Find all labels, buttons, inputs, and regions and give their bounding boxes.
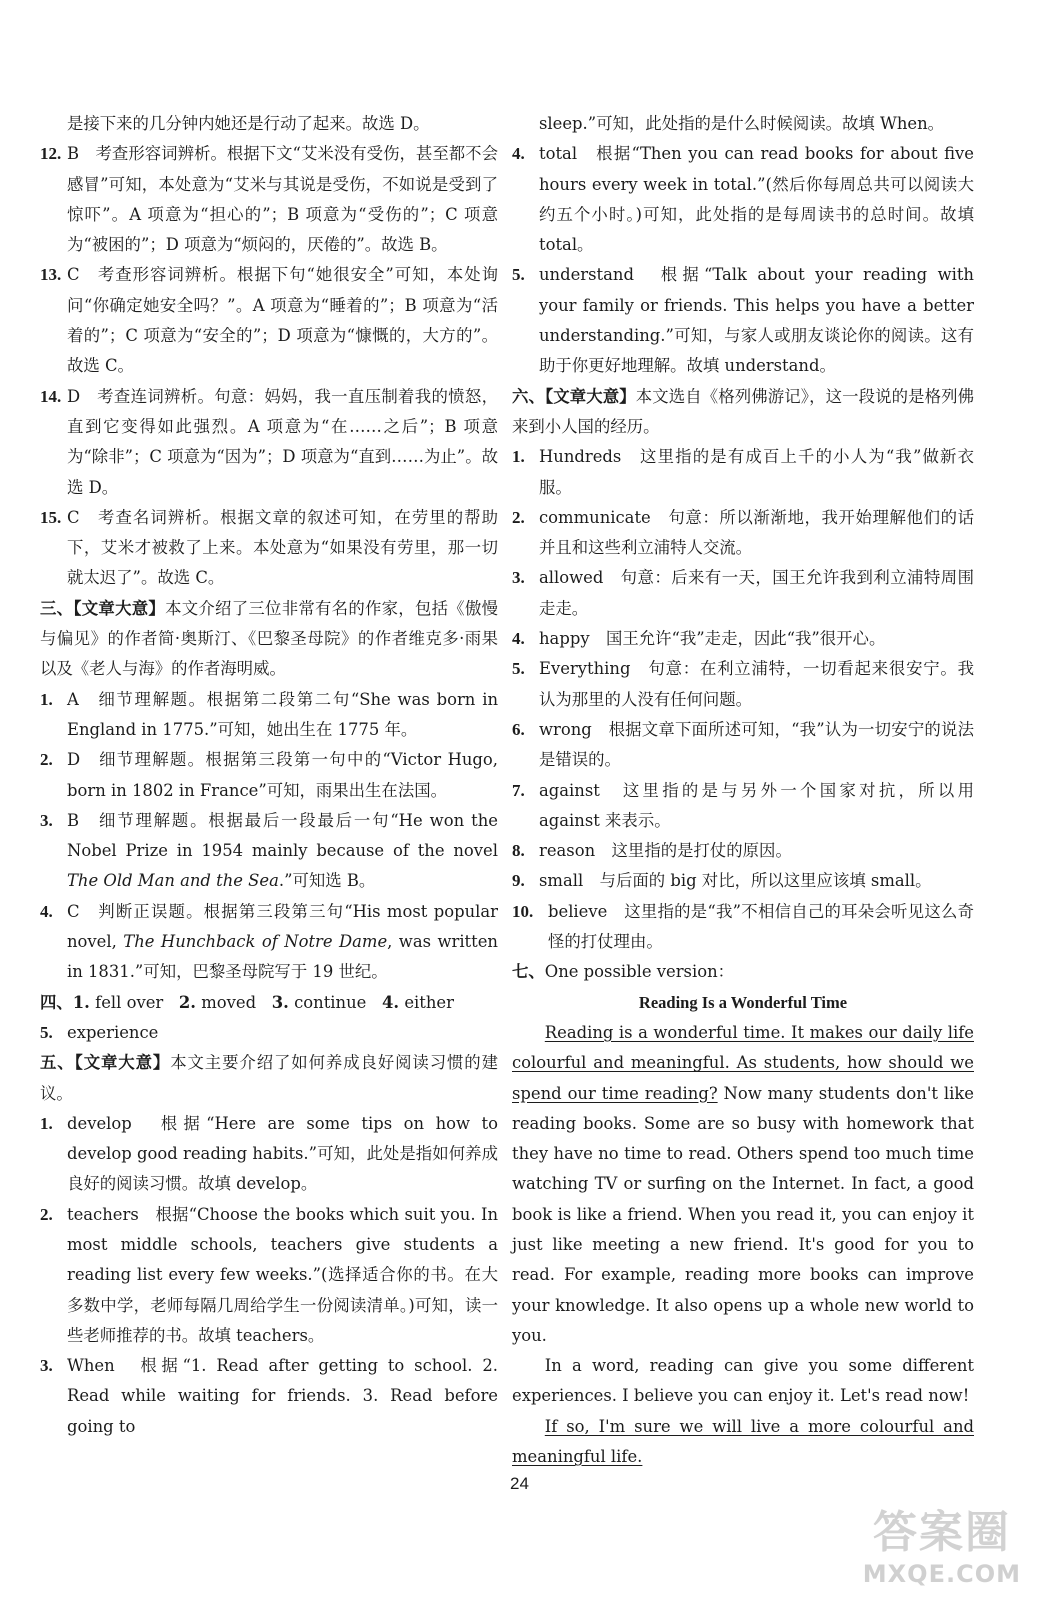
item-text: teachers 根据“Choose the books which suit you. In most middle schools, teachers give students a reading list every few weeks.”(选择适合你的书。在大多数中学，老师每隔几周给学生一份阅读清单。)可知，读一些老师推荐的书。故填 teachers。	[67, 1204, 498, 1345]
item-text: C 考查名词辨析。根据文章的叙述可知，在劳里的帮助下，艾米才被救了上来。本处意为“如果没有劳里，那一切就太迟了”。故选 C。	[67, 507, 498, 588]
item-number: 3.	[40, 1356, 53, 1376]
book-title: The Hunchback of Notre Dame	[123, 932, 388, 952]
answer-item-12	[40, 139, 498, 260]
section-4-answers	[40, 988, 498, 1018]
section-6-item-10	[512, 897, 974, 958]
answer-item-15	[40, 503, 498, 594]
item-text: C 判断正误题。根据第三段第三句“His most popular novel,	[67, 901, 498, 952]
item-text: total 根据“Then you can read books for about five hours every week in total.”(然后你每周总共可以阅读大约五个小时。)可知，此处指的是每周读书的总时间。故填 total。	[539, 144, 974, 255]
item-text: develop 根据“Here are some tips on how to develop good reading habits.”可知，此处是指如何养成良好的阅读习惯。故填 develop。	[67, 1113, 498, 1194]
essay-title: Reading Is a Wonderful Time	[638, 992, 848, 1012]
item-text: C 考查形容词辨析。根据下句“她很安全”可知，本处询问“你确定她安全吗？”。A 项意为“睡着的”；B 项意为“活着的”；C 项意为“安全的”；D 项意为“慷慨的，大方的”。故选 C。	[67, 265, 498, 376]
section-heading: 七、	[512, 962, 545, 982]
item-number: 5.	[40, 1022, 53, 1042]
essay-paragraph-3	[512, 1412, 974, 1473]
section-3-item-1	[40, 685, 498, 746]
answer-word: moved	[201, 992, 257, 1012]
item-number: 2.	[40, 750, 53, 770]
essay-paragraph-2: In a word, reading can give you some different experiences. I believe you can enjoy it. Let's read now!	[512, 1356, 974, 1406]
answer-number: 1.	[72, 992, 90, 1012]
item-text: B 考查形容词辨析。根据下文“艾米没有受伤，甚至都不会感冒”可知，本处意为“艾米与其说是受伤，不如说是受到了惊吓”。A 项意为“担心的”；B 项意为“受伤的”；C 项意为“被困的”；D 项意为“烦闷的，厌倦的”。故选 B。	[67, 144, 498, 255]
answer-item-14	[40, 382, 498, 503]
answer-number: 3.	[271, 992, 289, 1012]
section-text: 本文选自《格列佛游记》，这一段说的是格列佛来到小人国的经历。	[512, 386, 974, 436]
section-6-item-6	[512, 715, 974, 776]
section-heading: 四、	[40, 992, 73, 1012]
underlined-opening: Reading is a wonderful time. It makes our daily life colourful and meaningful. As students, how should we spend our time reading?	[512, 1022, 974, 1103]
essay-paragraph-1	[512, 1018, 974, 1351]
section-6-item-5	[512, 654, 974, 715]
section-heading: 五、【文章大意】	[40, 1053, 171, 1073]
item-number: 9.	[512, 871, 525, 891]
item-number: 13.	[40, 265, 62, 285]
answer-word: fell over	[95, 992, 164, 1012]
watermark-domain: MXQE.COM	[862, 1560, 1021, 1588]
continued-answer: 是接下来的几分钟内她还是行动了起来。故选 D。	[67, 114, 430, 133]
item-number: 3.	[40, 810, 53, 830]
item-number: 5.	[512, 265, 525, 285]
item-number: 1.	[40, 689, 53, 709]
item-number: 4.	[512, 629, 525, 649]
watermark	[819, 1494, 1029, 1594]
section-heading: 三、【文章大意】	[40, 598, 166, 618]
section-6-item-8	[512, 836, 974, 866]
section-5-item-5	[512, 260, 974, 381]
section-heading: 六、【文章大意】	[512, 386, 636, 406]
item-text: A 细节理解题。根据第二段第二句“She was born in England in 1775.”可知，她出生在 1775 年。	[67, 689, 498, 739]
answer-number: 2.	[178, 992, 197, 1012]
answer-word: experience	[67, 1022, 159, 1042]
watermark-logo: 答案圈	[873, 1507, 1011, 1558]
item-text: small 与后面的 big 对比，所以这里应该填 small。	[539, 871, 932, 891]
item-number: 3.	[512, 568, 525, 588]
left-column	[40, 109, 498, 1442]
item-text-end: , was written in 1831.”可知，巴黎圣母院写于 19 世纪。	[67, 932, 498, 982]
item-number: 1.	[40, 1113, 53, 1133]
essay-body-text: Now many students don't like reading books. Some are so busy with homework that they have no time to read. Others spend too much time watching TV or surfing on the Internet. In fact, a good book is like a friend. When you read it, you can enjoy it just like meeting a new friend. It's good for you to read. For example, reading more books can improve your knowledge. It also opens up a whole new world to you.	[512, 1083, 974, 1345]
section-6-item-2	[512, 503, 974, 564]
section-6-item-9	[512, 866, 974, 896]
item-number: 1.	[512, 447, 525, 467]
answer-word: continue	[294, 992, 367, 1012]
section-3-item-2	[40, 745, 498, 806]
item-number: 4.	[40, 901, 53, 921]
section-6-item-7	[512, 776, 974, 837]
continued-answer: sleep.”可知，此处指的是什么时候阅读。故填 When。	[539, 114, 945, 133]
item-number: 8.	[512, 841, 525, 861]
answer-item-13	[40, 260, 498, 381]
item-text: happy 国王允许“我”走走，因此“我”很开心。	[539, 629, 886, 649]
underlined-closing: If so, I'm sure we will live a more colourful and meaningful life.	[512, 1416, 974, 1467]
item-text: Hundreds 这里指的是有成百上千的小人为“我”做新衣服。	[539, 447, 974, 497]
section-text: One possible version：	[544, 962, 735, 982]
section-7-intro	[512, 957, 974, 987]
section-text: 本文主要介绍了如何养成良好阅读习惯的建议。	[40, 1053, 498, 1103]
item-number: 10.	[512, 901, 534, 921]
section-3-item-4	[40, 897, 498, 988]
item-number: 7.	[512, 780, 525, 800]
item-text: When 根据“1. Read after getting to school. 2. Read while waiting for friends. 3. Read before going to	[67, 1356, 498, 1436]
section-6-item-1	[512, 442, 974, 503]
item-number: 2.	[40, 1204, 53, 1224]
item-number: 14.	[40, 386, 62, 406]
right-column	[512, 109, 974, 1472]
item-number: 12.	[40, 144, 62, 164]
item-text: against 这里指的是与另外一个国家对抗，所以用 against 来表示。	[539, 780, 974, 830]
item-number: 5.	[512, 659, 525, 679]
book-title: The Old Man and the Sea	[67, 871, 279, 891]
item-number: 6.	[512, 719, 525, 739]
page-number: 24	[510, 1474, 529, 1493]
section-5-item-2	[40, 1200, 498, 1351]
section-3-item-3	[40, 806, 498, 897]
item-number: 4.	[512, 144, 525, 164]
item-text: communicate 句意：所以渐渐地，我开始理解他们的话并且和这些利立浦特人交流。	[539, 507, 974, 558]
section-5-item-1	[40, 1109, 498, 1200]
item-text: Everything 句意：在利立浦特，一切看起来很安宁。我认为那里的人没有任何问题。	[539, 659, 974, 709]
section-5-item-4	[512, 139, 974, 260]
section-3-summary	[40, 594, 498, 685]
answer-word: either	[404, 992, 454, 1012]
answer-number: 4.	[381, 992, 400, 1012]
section-5-summary	[40, 1048, 498, 1109]
item-text-end: .”可知选 B。	[278, 871, 376, 891]
section-text: 本文介绍了三位非常有名的作家，包括《傲慢与偏见》的作者简·奥斯汀、《巴黎圣母院》的作者维克多·雨果以及《老人与海》的作者海明威。	[40, 598, 498, 679]
section-5-item-3	[40, 1351, 498, 1442]
section-6-item-3	[512, 563, 974, 624]
item-number: 2.	[512, 507, 525, 527]
section-6-item-4	[512, 624, 974, 654]
section-4-item-5	[40, 1018, 498, 1048]
item-text: D 考查连词辨析。句意：妈妈，我一直压制着我的愤怒，直到它变得如此强烈。A 项意为“在……之后”；B 项意为“除非”；C 项意为“因为”；D 项意为“直到……为止”。故选 D。	[67, 386, 498, 497]
item-text: believe 这里指的是“我”不相信自己的耳朵会听见这么奇怪的打仗理由。	[548, 901, 974, 952]
section-6-summary	[512, 382, 974, 443]
item-text: wrong 根据文章下面所述可知，“我”认为一切安宁的说法是错误的。	[539, 719, 974, 770]
item-text: allowed 句意：后来有一天，国王允许我到利立浦特周围走走。	[539, 568, 974, 618]
item-text: understand 根据“Talk about your reading with your family or friends. This helps you have a better understanding.”可知，与家人或朋友谈论你的阅读。这有助于你更好地理解。故填 understand。	[539, 265, 974, 376]
item-text: B 细节理解题。根据最后一段最后一句“He won the Nobel Prize in 1954 mainly because of the novel	[67, 810, 498, 861]
item-text: D 细节理解题。根据第三段第一句中的“Victor Hugo, born in 1802 in France”可知，雨果出生在法国。	[67, 750, 498, 800]
item-text: reason 这里指的是打仗的原因。	[539, 841, 792, 861]
item-number: 15.	[40, 507, 62, 527]
